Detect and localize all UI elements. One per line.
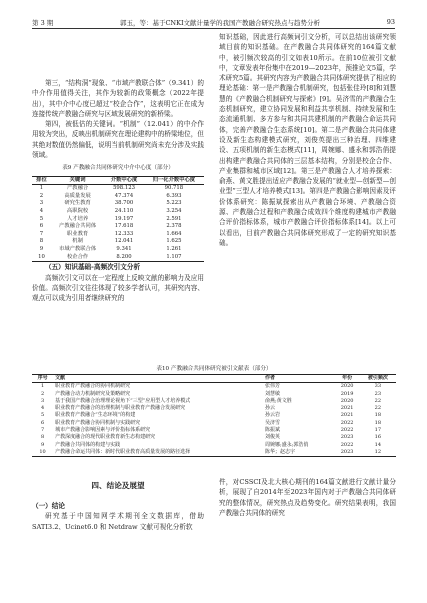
table-row (32, 246, 204, 254)
table-cell: 18 (374, 412, 382, 419)
citation-table (32, 374, 396, 457)
conclusion-right (219, 477, 396, 518)
table-cell: 刘俊英 (265, 434, 281, 441)
table-cell: 产教融合动力机制研究及策略研究 (55, 390, 131, 397)
table-cell: 3 (39, 200, 44, 207)
table-cell: 孙云岩 (265, 412, 281, 419)
table-cell: 张伟芳 (265, 383, 281, 390)
table-row (32, 391, 396, 398)
table-cell: 2019 (340, 390, 354, 397)
table-cell: 1.107 (166, 253, 182, 260)
running-header (32, 16, 395, 29)
table-row (32, 223, 204, 231)
table-cell: 6 (39, 223, 44, 230)
table-cell: 6.393 (166, 192, 182, 199)
table-cell: 12.041 (114, 238, 134, 245)
table-cell: 城市产教融合影响因素与评价指标体系研究 (55, 427, 151, 434)
table10-block (32, 361, 396, 457)
right-column (219, 32, 396, 248)
col-header: 被引频次 (367, 375, 388, 381)
col-header: 文献 (55, 375, 66, 381)
table-cell: 5 (39, 215, 44, 222)
table-row (32, 216, 204, 224)
table-cell: 5.223 (166, 200, 182, 207)
table-cell: 33 (374, 383, 382, 390)
table-cell: 1.664 (166, 230, 182, 237)
table-cell: 产教深度融合的现代职业教育新生态构建研究 (55, 434, 156, 441)
table-cell: 产教融合共同体 (59, 223, 97, 230)
table-cell: 高质量发展 (64, 192, 91, 199)
table-cell: 职业教育产教融合的治理机制与职业教育产教融合发展研究 (55, 405, 186, 412)
col-header: 排位 (36, 176, 47, 183)
table-cell: 7 (40, 427, 45, 434)
table-cell: 8.200 (116, 253, 132, 260)
table-row (32, 383, 396, 391)
table-cell: 产教融合命运共同体：新时代职业教育高质量发展的路径选择 (55, 448, 191, 455)
table-cell: 47.374 (114, 192, 134, 199)
table-cell: 7 (39, 230, 44, 237)
table-cell: 16 (374, 434, 382, 441)
table-cell: 5 (40, 412, 45, 419)
section-heading: （五）知识基础-高频次引文分析 (45, 263, 141, 272)
table-cell: 8 (39, 238, 44, 245)
table-cell: 10 (38, 253, 45, 260)
table-cell: 23 (374, 390, 382, 397)
table-cell: 2.378 (166, 223, 182, 230)
table-row (32, 420, 396, 427)
table-cell: 1 (40, 383, 45, 390)
table-cell: 高职院校 (66, 208, 89, 215)
table-cell: 2021 (340, 412, 354, 419)
table-cell: 周婉娜;盛永;郭浩俏 (265, 441, 309, 448)
table-cell: 职业教育 (66, 230, 89, 237)
table-cell: 4 (40, 405, 45, 412)
table-cell: 2023 (340, 434, 354, 441)
table-cell: 2020 (340, 383, 354, 390)
table-row (32, 412, 396, 419)
table-cell: 2023 (340, 448, 354, 455)
left-column (32, 78, 204, 303)
table-cell: 基于我国产教融合治理理论视角下“三型”应用型人才培养模式 (55, 397, 191, 404)
table-cell: 2020 (340, 397, 354, 404)
table-cell: 9 (40, 441, 45, 448)
table-cell: 陈振斌 (265, 427, 281, 434)
table-cell: 3 (40, 397, 45, 404)
table-cell: 6 (40, 419, 45, 426)
table10-caption: 表10 产教融合共同体研究被引文献表（部分） (156, 366, 272, 372)
table-row (32, 254, 204, 262)
subsection-heading: （一）结论 (32, 502, 65, 510)
table-cell: 598.123 (113, 185, 135, 192)
table-row (32, 193, 204, 201)
table-cell: 9 (39, 246, 44, 253)
table-cell: 3.254 (166, 208, 182, 215)
table-cell: 俞燕;黄文胜 (265, 397, 292, 404)
table-cell: 90.718 (164, 185, 184, 192)
conclusion-left (32, 501, 204, 532)
table-cell: 人才培养 (66, 215, 89, 222)
paragraph: 第三，“结构洞”现象、“市域产教联合体”（9.341）的中介作用值得关注，其作为较新的政策概念（2022年提出），其中介中心度已超过“校企合作”，这表明它正在成为连接传统产教融合研究与区域发展研究的新桥梁。 (32, 79, 204, 118)
table-cell: 校企合作 (66, 253, 89, 260)
table-cell: 2022 (340, 419, 354, 426)
table-cell: 10 (39, 448, 46, 455)
paragraph: 件，对CSSCI及北大核心期刊的164篇文献进行文献计量分析，展现了自2014年至2023年国内对于产教融合共同体研究的整体情况，研究热点及趋势变化。研究结果表明，我国产教融合共同体的研究 (219, 478, 396, 517)
table-cell: 1.625 (166, 238, 182, 245)
paragraph: 高频次引文可以在一定程度上反映文献的影响力及应用价值。高频次引文往往体现了较多学者认可，其研究内容、观点可以成为引用者继续研究的 (32, 273, 204, 303)
table9-caption: 表9 产教融合共同体研究中介中心度（部分） (62, 165, 174, 172)
table-header-row (32, 176, 204, 185)
table-cell: 12 (374, 448, 382, 455)
table-cell: 产教融合共同体的构建与实践 (55, 441, 121, 448)
table-row (32, 449, 396, 457)
page-number: 93 (386, 18, 395, 26)
table-cell: 1.261 (166, 246, 182, 253)
table-cell: 14 (374, 441, 382, 448)
table-cell: 2021 (340, 405, 354, 412)
table-cell: 2022 (340, 441, 354, 448)
table-row (32, 442, 396, 449)
table-cell: 2 (39, 192, 44, 199)
table-cell: 2.591 (166, 215, 182, 222)
table-cell: 22 (374, 397, 382, 404)
table-cell: 孙云 (265, 405, 276, 412)
table-cell: 职业教育产教融合“生态环境”的构建 (55, 412, 136, 419)
table-cell: 2 (40, 390, 45, 397)
col-header: 介数中心度 (110, 176, 138, 183)
table-row (32, 231, 204, 239)
col-header: 作者 (265, 375, 276, 381)
table-cell: 1 (39, 185, 44, 192)
table-header-row (32, 375, 396, 383)
table-cell: 4 (39, 208, 44, 215)
table-row (32, 200, 204, 208)
table-cell: 研究生教育 (64, 200, 91, 207)
centrality-table (32, 176, 204, 263)
section-heading: 四、结论及展望 (91, 481, 145, 490)
issue-number: 第 3 期 (32, 18, 54, 27)
col-header: 年份 (342, 375, 353, 381)
table-row (32, 434, 396, 441)
table-cell: 吴济雪 (265, 419, 281, 426)
table-cell: 17 (374, 427, 382, 434)
table-cell: 职业教育产教融合协同机制与实践研究 (55, 419, 141, 426)
paragraph: 知识基础，因此进行高频词引文分析，可以总结出该研究领域目前的知识基础。在产教融合共同体研究的164篇文献中，被引频次较高的引文如表10所示。在前10位被引文献中，文章发表年份集中在2019—2023年，预推论文5篇，学术研究5篇。其研究内容为产教融合共同体研究提供了相应的理论基础：第一是产教融合机制研究，包括张佳玲[8]和刘慧慧的《产教融合机制研究与探索》[9]。吴济雪的产教融合生态机制研究，建立协同发展和利益共享机制、持续发展和生态流通机制、多方参与和共同共建机制的产教融合命运共同体，完善产教融合生态系统[10]。第二是产教融合共同体建设及新生态构建模式研究，刘俊英提出三种治理、四维建设、五项机制的新生态模式[11]，周婉娜、盛永和郭浩俏提出构建产教融合共同体的三层基本结构，分别是校企合作、产业集群和城市区域[12]。第三是产教融合人才培养探索：俞燕、黄文胜提出适应产教融合发展的“就业型—创新型—创业型”三型人才培养模式[13]。第四是产教融合影响因素及评价体系研究：陈振斌探索出从产教融合环境、产教融合资源、产教融合过程和产教融合成效四个维度构建城市产教融合评价指标体系，城市产教融合评价指标体系[14]。以上可以看出，目前产教融合共同体研究形成了一定的研究知识基础。 (219, 33, 396, 247)
table-cell: 24.110 (114, 208, 134, 215)
table-cell: 2022 (340, 427, 354, 434)
col-header: 关键词 (69, 176, 86, 183)
table-cell: 22 (374, 405, 382, 412)
table-row (32, 208, 204, 216)
table-cell: 38.700 (114, 200, 134, 207)
table-cell: 产教融合 (66, 185, 89, 192)
table-cell: 9.341 (116, 246, 132, 253)
table-cell: 陈华；赵志宇 (265, 448, 296, 455)
table-row (32, 238, 204, 246)
col-header: 归一化介数中心度 (152, 176, 196, 183)
paragraph: 研究基于中国知网学术期刊全文数据库，借助SATI3.2、Ucinet6.0 和 Netdraw 文献可视化分析软 (32, 512, 204, 531)
table-cell: 职业教育产教融合的协同机制研究 (55, 383, 131, 390)
paragraph: 第四，被低估的关键词。“机制”（12.041）的中介作用较为突出，反映出机制研究在理论建构中的桥梁地位，但其绝对数值仍然偏低，说明当前机制研究尚未充分涉及实践领域。 (32, 120, 204, 160)
table-row (32, 185, 204, 193)
running-title: 郭玉，等：基于CNKI文献计量学的我国产教融合研究热点与趋势分析 (119, 18, 321, 27)
table-cell: 机制 (72, 238, 83, 245)
table-cell: 刘慧敏 (265, 390, 281, 397)
col-header: 序号 (37, 375, 48, 381)
table-cell: 市域产教联合体 (59, 246, 97, 253)
table-cell: 8 (40, 434, 45, 441)
table-cell: 18 (374, 419, 382, 426)
table-cell: 12.333 (114, 230, 134, 237)
table-cell: 19.197 (114, 215, 134, 222)
table-cell: 17.618 (114, 223, 134, 230)
